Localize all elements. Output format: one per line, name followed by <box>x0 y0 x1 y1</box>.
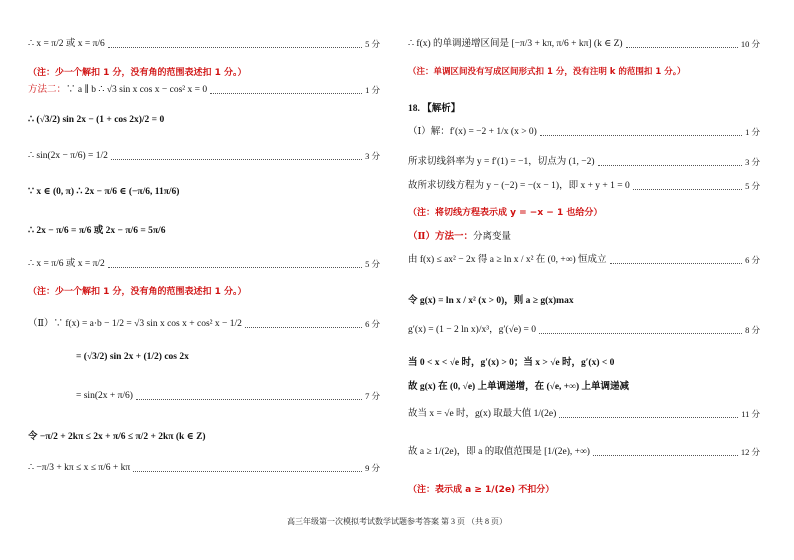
math-text: （Ⅱ）∵ f(x) = a·b − 1/2 = √3 sin x cos x + cos² x − 1/2 <box>28 319 242 329</box>
math-text: = sin(2x + π/6) <box>76 391 133 401</box>
math-text: 由 f(x) ≤ ax² − 2x 得 a ≥ ln x / x² 在 (0, +∞) 恒成立 <box>408 255 607 265</box>
math-text: ∴ x = π/6 或 x = π/2 <box>28 259 105 269</box>
answer-line <box>28 462 380 474</box>
math-text: 故 a ≥ 1/(2e)，即 a 的取值范围是 [1/(2e), +∞) <box>408 447 590 457</box>
method-label: （Ⅱ）方法一： <box>408 232 474 242</box>
math-text: （Ⅰ）解：f′(x) = −2 + 1/x (x > 0) <box>408 127 537 137</box>
score-label: 5 分 <box>745 181 760 191</box>
math-text: 故 g(x) 在 (0, √e) 上单调递增，在 (√e, +∞) 上单调递减 <box>408 382 630 392</box>
answer-line <box>408 38 760 50</box>
math-text: = (√3/2) sin 2x + (1/2) cos 2x <box>76 352 189 362</box>
dot-leader <box>540 135 742 136</box>
score-label: 8 分 <box>745 325 760 335</box>
score-label: 6 分 <box>365 319 380 329</box>
score-label: 1 分 <box>745 127 760 137</box>
dot-leader <box>593 455 738 456</box>
answer-line <box>408 180 760 192</box>
grading-note: （注：表示成 a ≥ 1/(2e) 不扣分） <box>408 485 555 495</box>
score-label: 1 分 <box>365 85 380 95</box>
grading-note: （注：少一个解扣 1 分，没有角的范围表述扣 1 分。） <box>28 68 247 78</box>
answer-line <box>28 38 380 50</box>
grading-note: （注：单调区间没有写成区间形式扣 1 分，没有注明 k 的范围扣 1 分。） <box>408 67 686 77</box>
method-text: 分离变量 <box>473 232 512 242</box>
score-label: 12 分 <box>740 447 760 457</box>
answer-line <box>28 84 380 96</box>
dot-leader <box>210 93 362 94</box>
math-text: ∴ (√3/2) sin 2x − (1 + cos 2x)/2 = 0 <box>28 115 165 125</box>
score-label: 9 分 <box>365 463 380 473</box>
method-label: 方法二： <box>28 85 67 95</box>
math-text: g′(x) = (1 − 2 ln x)/x³，g′(√e) = 0 <box>408 325 537 335</box>
math-text: 令 g(x) = ln x / x² (x > 0)，则 a ≥ g(x)max <box>408 296 574 306</box>
math-text: ∴ f(x) 的单调递增区间是 [−π/3 + kπ, π/6 + kπ] (k ∈ Z) <box>408 39 623 49</box>
dot-leader <box>136 399 362 400</box>
method-line <box>408 228 511 242</box>
answer-line <box>408 254 760 266</box>
grading-note: （注：将切线方程表示成 y = −x − 1 也给分） <box>408 208 603 218</box>
answer-line <box>28 390 380 402</box>
math-expression: ∵ a ∥ b ∴ √3 sin x cos x − cos² x = 0 <box>66 85 208 95</box>
dot-leader <box>539 333 742 334</box>
score-label: 11 分 <box>741 409 760 419</box>
dot-leader <box>598 165 743 166</box>
math-text: 令 −π/2 + 2kπ ≤ 2x + π/6 ≤ π/2 + 2kπ (k ∈ Z) <box>28 432 206 442</box>
page-footer: 高三年级第一次模拟考试数学试题参考答案 第 3 页 （共 8 页） <box>287 517 507 526</box>
math-text: 故所求切线方程为 y − (−2) = −(x − 1)，即 x + y + 1 = 0 <box>408 181 630 191</box>
score-label: 3 分 <box>745 157 760 167</box>
grading-note: （注：少一个解扣 1 分，没有角的范围表述扣 1 分。） <box>28 287 247 297</box>
score-label: 5 分 <box>365 39 380 49</box>
dot-leader <box>610 263 743 264</box>
dot-leader <box>626 47 738 48</box>
left-column <box>28 0 388 520</box>
math-text: ∴ −π/3 + kπ ≤ x ≤ π/6 + kπ <box>28 463 131 473</box>
dot-leader <box>108 267 362 268</box>
answer-line <box>408 156 760 168</box>
score-label: 10 分 <box>740 39 760 49</box>
dot-leader <box>111 159 362 160</box>
score-label: 6 分 <box>745 255 760 265</box>
math-text: ∴ sin(2x − π/6) = 1/2 <box>28 151 108 161</box>
right-column <box>408 0 768 520</box>
score-label: 7 分 <box>365 391 380 401</box>
answer-line <box>408 126 760 138</box>
math-text: 故当 x = √e 时，g(x) 取最大值 1/(2e) <box>408 409 557 419</box>
problem-heading: 18. 【解析】 <box>408 104 461 114</box>
answer-line <box>28 318 380 330</box>
dot-leader <box>133 471 362 472</box>
answer-line <box>28 150 380 162</box>
math-text: ∴ 2x − π/6 = π/6 或 2x − π/6 = 5π/6 <box>28 226 166 236</box>
math-text: 当 0 < x < √e 时，g′(x) > 0；当 x > √e 时，g′(x) < 0 <box>408 358 615 368</box>
dot-leader <box>245 327 362 328</box>
score-label: 5 分 <box>365 259 380 269</box>
answer-line <box>408 324 760 336</box>
dot-leader <box>108 47 362 48</box>
score-label: 3 分 <box>365 151 380 161</box>
math-text <box>28 84 207 96</box>
answer-line <box>408 408 760 420</box>
math-text: 所求切线斜率为 y = f′(1) = −1，切点为 (1, −2) <box>408 157 595 167</box>
answer-line <box>408 446 760 458</box>
math-text: ∴ x = π/2 或 x = π/6 <box>28 39 105 49</box>
answer-line <box>28 258 380 270</box>
dot-leader <box>559 417 738 418</box>
dot-leader <box>633 189 742 190</box>
math-text: ∵ x ∈ (0, π) ∴ 2x − π/6 ∈ (−π/6, 11π/6) <box>28 187 180 197</box>
